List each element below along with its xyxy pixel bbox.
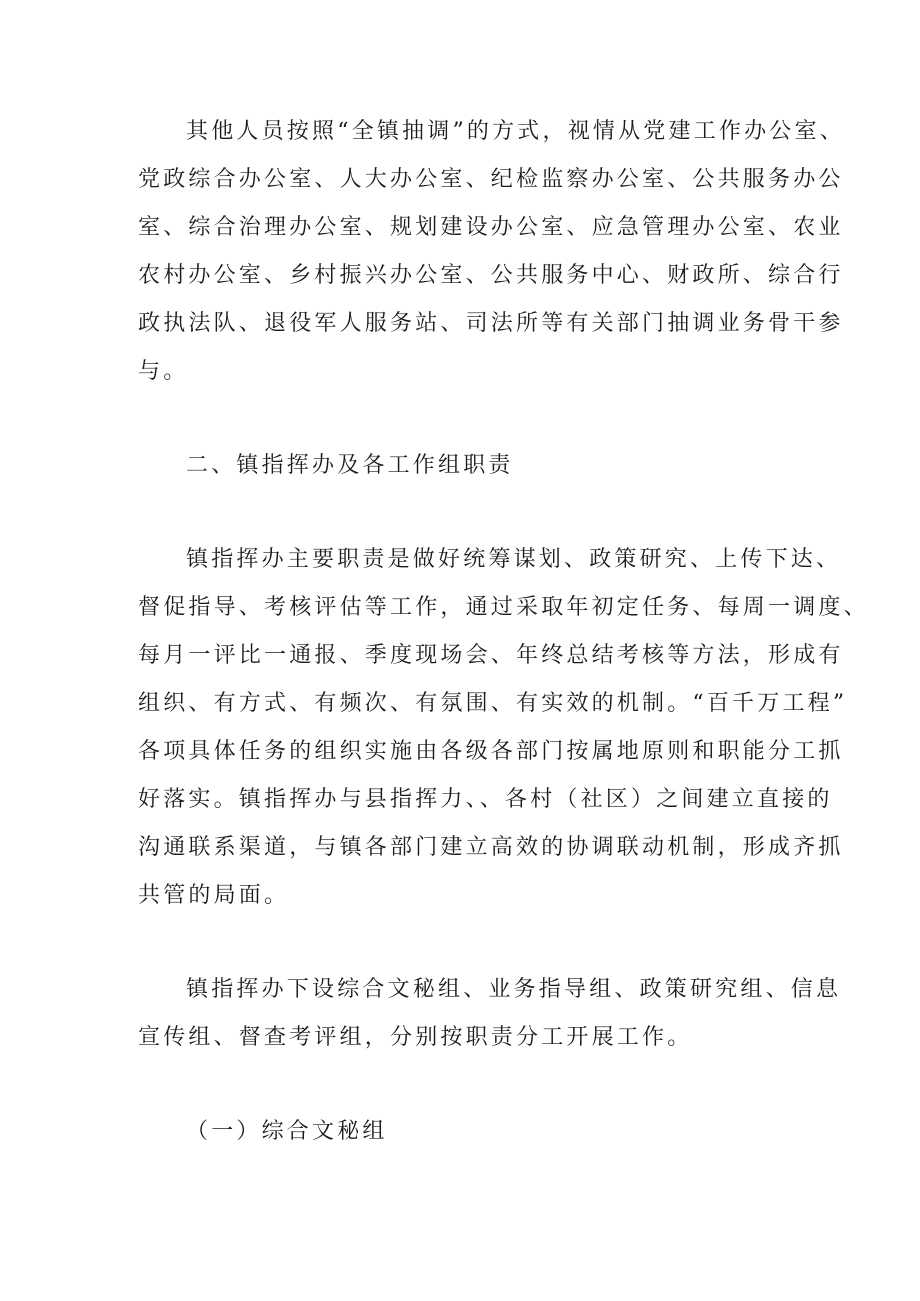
paragraph-2-line-5: 各项具体任务的组织实施由各级各部门按属地原则和职能分工抓 bbox=[138, 739, 844, 764]
section-heading: 二、镇指挥办及各工作组职责 bbox=[186, 453, 514, 478]
sub-heading: （一）综合文秘组 bbox=[186, 1119, 388, 1144]
paragraph-1-line-1: 其他人员按照“全镇抽调”的方式，视情从党建工作办公室、 bbox=[186, 119, 845, 144]
paragraph-1-line-2: 党政综合办公室、人大办公室、纪检监察办公室、公共服务办公 bbox=[138, 167, 844, 192]
paragraph-3-line-2: 宣传组、督查考评组，分别按职责分工开展工作。 bbox=[138, 1025, 693, 1050]
paragraph-3-line-1: 镇指挥办下设综合文秘组、业务指导组、政策研究组、信息 bbox=[186, 977, 842, 1002]
paragraph-2-line-7: 沟通联系渠道，与镇各部门建立高效的协调联动机制，形成齐抓 bbox=[138, 835, 844, 860]
paragraph-1-line-6: 与。 bbox=[138, 359, 189, 384]
paragraph-1-line-5: 政执法队、退役军人服务站、司法所等有关部门抽调业务骨干参 bbox=[138, 311, 844, 336]
paragraph-1-line-4: 农村办公室、乡村振兴办公室、公共服务中心、财政所、综合行 bbox=[138, 263, 844, 288]
paragraph-2-line-8: 共管的局面。 bbox=[138, 883, 290, 908]
paragraph-2-line-6: 好落实。镇指挥办与县指挥力、、各村（社区）之间建立直接的 bbox=[138, 787, 833, 812]
paragraph-2-line-4: 组织、有方式、有频次、有氛围、有实效的机制。“百千万工程” bbox=[138, 691, 848, 716]
paragraph-1-line-3: 室、综合治理办公室、规划建设办公室、应急管理办公室、农业 bbox=[138, 215, 844, 240]
paragraph-2-line-3: 每月一评比一通报、季度现场会、年终总结考核等方法，形成有 bbox=[138, 643, 844, 668]
paragraph-2-line-2: 督促指导、考核评估等工作，通过采取年初定任务、每周一调度、 bbox=[138, 595, 869, 620]
paragraph-2-line-1: 镇指挥办主要职责是做好统筹谋划、政策研究、上传下达、 bbox=[186, 547, 842, 572]
